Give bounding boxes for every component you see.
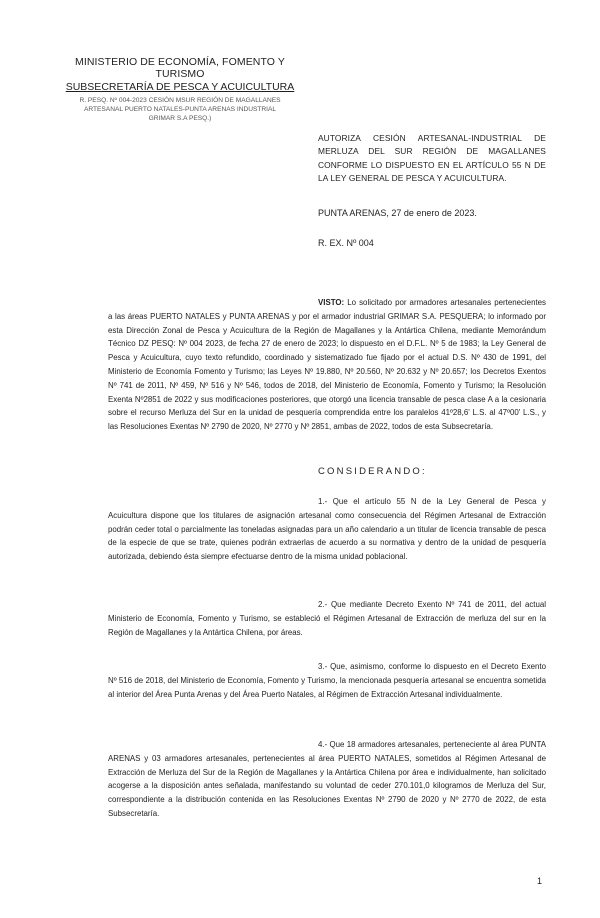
reference-line: ARTESANAL PUERTO NATALES-PUNTA ARENAS INDUSTRIAL [83,106,277,113]
visto-text: Lo solicitado por armadores artesanales pertenecientes a las áreas PUERTO NATALES y PUNTA ARENAS y por el armador industrial GRIMAR S.A. PESQUERA; lo informado por esta Dirección Zonal de Pesca y Acuicultura de la Región de Magallanes y la Antártica Chilena, mediante Memorándum Técnico DZ PESQ: Nº 004 2023, de fecha 27 de enero de 2023; lo dispuesto en el D.F.L. Nº 5 de 1983; la Ley General de Pesca y Acuicultura, cuyo texto refundido, coordinado y sistematizado fue fijado por el actual D.S. Nº 430 de 1991, del Ministerio de Economía Fomento y Turismo; las Leyes Nº 19.880, Nº 20.560, Nº 20.632 y Nº 20.657; los Decretos Exentos Nº 741 de 2011, Nº 459, Nº 516 y Nº 546, todos de 2018, del Ministerio de Economía, Fomento y Turismo; la Resolución Exenta Nº2851 de 2022 y sus modificaciones posteriores, que otorgó una licencia transable de pesca clase A a la cesionaria sobre el recurso Merluza del Sur en la unidad de pesquería comprendida entre los paralelos 41º28,6' L.S. al 47º00' L.S., y las Resoluciones Exentas Nº 2790 de 2020, Nº 2770 y Nº 2851, ambas de 2022, todos de esta Subsecretaría. [108,298,546,432]
resolution-number: R. EX. Nº 004 [318,238,374,248]
resolution-title: AUTORIZA CESIÓN ARTESANAL-INDUSTRIAL DE MERLUZA DEL SUR REGIÓN DE MAGALLANES CONFORME LO DISPUESTO EN EL ARTÍCULO 55 N DE LA LEY GENERAL DE PESCA Y ACUICULTURA. [318,133,546,184]
reference-block [60,96,300,123]
letterhead [60,56,300,123]
considerando-text: 1.- Que el artículo 55 N de la Ley General de Pesca y Acuicultura dispone que los titulares de asignación artesanal como consecuencia del Régimen Artesanal de Extracción podrán ceder total o parcialmente las toneladas asignadas para un año calendario a un titular de licencia transable de pesca de la especie de que se trate, quienes podrán extraerlas de acuerdo a su normativa y dentro de la unidad de pesquería autorizada, debiendo ésta siempre efectuarse dentro de la misma unidad poblacional. [108,497,546,562]
considerando-item-4 [108,738,546,821]
reference-line: R. PESQ. Nº 004-2023 CESIÓN MSUR REGIÓN DE MAGALLANES [79,97,281,104]
visto-label: VISTO: [318,298,345,307]
considerando-text: 3.- Que, asimismo, conforme lo dispuesto en el Decreto Exento Nº 516 de 2018, del Ministerio de Economía, Fomento y Turismo, la mencionada pesquería artesanal se encuentra sometida al interior del Área Punta Arenas y del Área Puerto Natales, al Régimen de Extracción Artesanal individualmente. [108,662,546,699]
undersecretariat-name: SUBSECRETARÍA DE PESCA Y ACUICULTURA [65,81,295,93]
considerando-item-2 [108,598,546,639]
considerando-item-3 [108,660,546,701]
reference-line: GRIMAR S.A PESQ.) [148,115,212,122]
page-number: 1 [537,876,543,886]
considerando-item-1 [108,495,546,564]
visto-paragraph [108,296,546,434]
considerando-heading: CONSIDERANDO: [318,466,427,477]
ministry-name: MINISTERIO DE ECONOMÍA, FOMENTO Y TURISMO [74,56,285,80]
considerando-text: 4.- Que 18 armadores artesanales, perteneciente al área PUNTA ARENAS y 03 armadores artesanales, pertenecientes al área PUERTO NATALES, sometidos al Régimen Artesanal de Extracción de Merluza del Sur de la Región de Magallanes y la Antártica Chilena por área e individualmente, han solicitado acogerse a la disposición antes señalada, manifestando su voluntad de ceder 270.101,0 kilogramos de Merluza del Sur, correspondiente a la distribución contenida en las Resoluciones Exentas Nº 2790 de 2020 y Nº 2770 de 2022, de esta Subsecretaría. [108,740,546,818]
place-date: PUNTA ARENAS, 27 de enero de 2023. [318,208,477,218]
considerando-text: 2.- Que mediante Decreto Exento Nº 741 de 2011, del actual Ministerio de Economía, Fomento y Turismo, se estableció el Régimen Artesanal de Extracción de merluza del sur en la Región de Magallanes y la Antártica Chilena, por áreas. [108,600,546,637]
